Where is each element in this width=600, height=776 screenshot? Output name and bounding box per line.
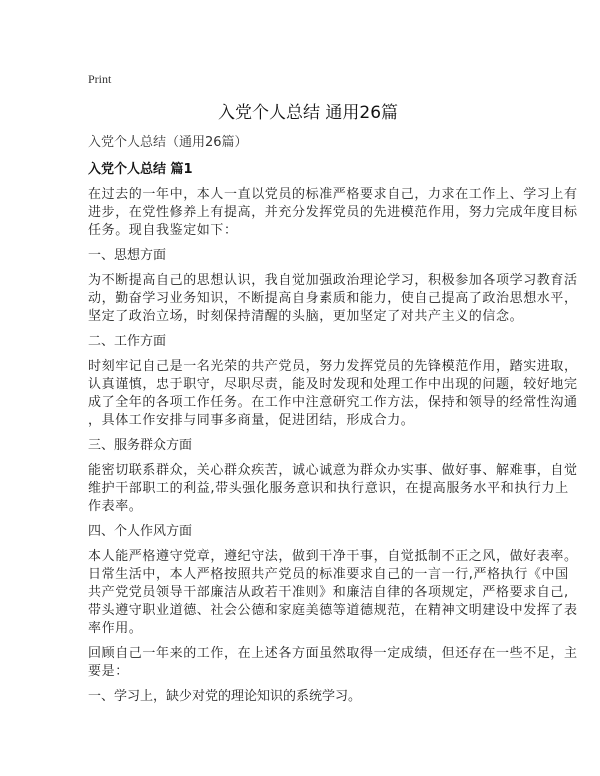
article-body xyxy=(88,186,578,706)
document-title: 入党个人总结 通用26篇 xyxy=(217,103,399,123)
paragraph-line: 回顾自己一年来的工作，在上述各方面虽然取得一定成绩，但还存在一些不足，主 xyxy=(88,646,578,661)
paragraph-line: 本人能严格遵守党章，遵纪守法，做到干净干事，自觉抵制不正之风，做好表率。 xyxy=(88,549,578,564)
paragraph-line: ，具体工作安排与同事多商量，促进团结，形成合力。 xyxy=(88,413,415,428)
article-heading: 入党个人总结 篇1 xyxy=(88,162,193,177)
paragraph xyxy=(88,645,578,681)
paragraph xyxy=(88,358,578,430)
paragraph-line: 能密切联系群众，关心群众疾苦，诚心诚意为群众办实事、做好事、解难事，自觉 xyxy=(88,463,578,478)
document-page xyxy=(88,70,578,713)
paragraph-line: 成了全年的各项工作任务。在工作中注意研究工作方法，保持和领导的经常性沟通 xyxy=(88,395,578,410)
paragraph-line: 任务。现自我鉴定如下： xyxy=(88,223,238,238)
paragraph-line: 为不断提高自己的思想认识，我自觉加强政治理论学习，积极参加各项学习教育活 xyxy=(88,273,578,288)
section-heading: 一、思想方面 xyxy=(88,248,167,263)
paragraph xyxy=(88,462,578,516)
section-heading: 一、学习上，缺少对党的理论知识的系统学习。 xyxy=(88,689,362,704)
paragraph-line: 共产党党员领导干部廉洁从政若干准则》和廉洁自律的各项规定，严格要求自己, xyxy=(88,585,569,600)
paragraph-line: 动，勤奋学习业务知识，不断提高自身素质和能力，使自己提高了政治思想水平， xyxy=(88,291,578,306)
paragraph-line: 维护干部职工的利益,带头强化服务意识和执行意识，在提高服务水平和执行力上 xyxy=(88,481,569,496)
paragraph xyxy=(88,186,578,240)
paragraph xyxy=(88,548,578,638)
paragraph xyxy=(88,272,578,326)
paragraph-line: 进步，在党性修养上有提高，并充分发挥党员的先进模范作用，努力完成年度目标 xyxy=(88,205,578,220)
paragraph-line: 日常生活中，本人严格按照共产党员的标准要求自己的一言一行,严格执行《中国 xyxy=(88,567,569,582)
paragraph-line: 要是： xyxy=(88,664,129,679)
print-label: Print xyxy=(88,72,112,86)
section-heading: 三、服务群众方面 xyxy=(88,438,193,453)
paragraph-line: 在过去的一年中，本人一直以党员的标准严格要求自己，力求在工作上、学习上有 xyxy=(88,187,578,202)
document-subtitle: 入党个人总结（通用26篇） xyxy=(88,135,248,150)
paragraph-line: 认真谨慎，忠于职守，尽职尽责，能及时发现和处理工作中出现的问题，较好地完 xyxy=(88,377,578,392)
paragraph-line: 坚定了政治立场，时刻保持清醒的头脑，更加坚定了对共产主义的信念。 xyxy=(88,309,524,324)
section-heading: 四、个人作风方面 xyxy=(88,524,193,539)
section-heading: 二、工作方面 xyxy=(88,334,167,349)
paragraph-line: 带头遵守职业道德、社会公德和家庭美德等道德规范，在精神文明建设中发挥了表 xyxy=(88,603,578,618)
paragraph-line: 率作用。 xyxy=(88,621,143,636)
paragraph-line: 时刻牢记自己是一名光荣的共产党员，努力发挥党员的先锋模范作用，踏实进取， xyxy=(88,359,578,374)
paragraph-line: 作表率。 xyxy=(88,499,143,514)
